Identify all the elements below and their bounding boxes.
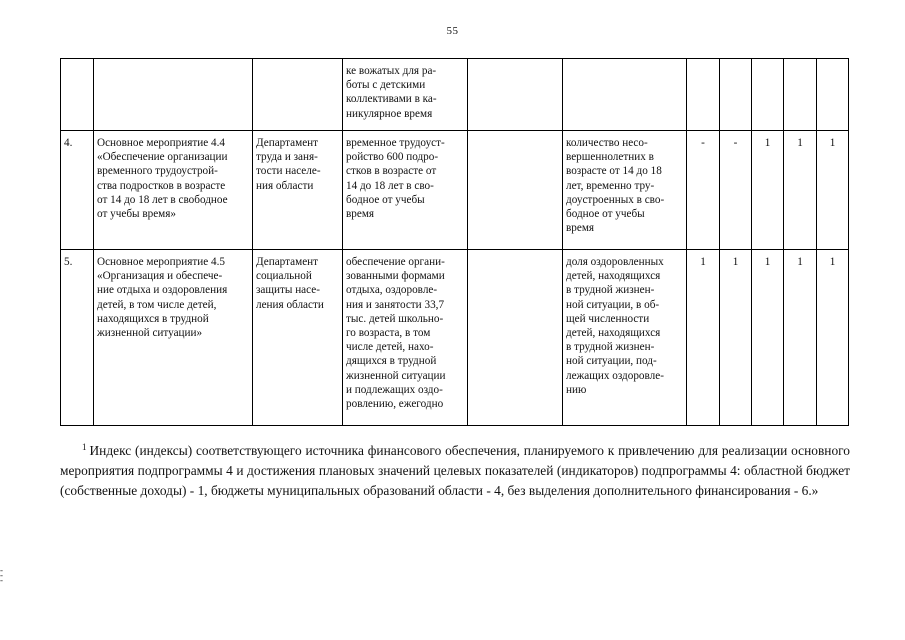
table-row-4-4 bbox=[61, 131, 849, 250]
value-cell bbox=[752, 59, 784, 131]
value-cell bbox=[720, 59, 752, 131]
scan-margin-mark: - - - bbox=[0, 565, 3, 585]
footnote-text: Индекс (индексы) соответствующего источника финансового обеспечения, планируемого к привлечению для реализации основного мероприятия подпрограммы 4 и достижения плановых значений целевых показателей (индикаторов) подпрограммы 4: областной бюджет (собственные доходы) - 1, бюджеты муниципальных образований области - 4, без выделения дополнительного финансирования - 6.» bbox=[60, 443, 850, 498]
value-cell: 1 bbox=[752, 131, 784, 250]
value-cell: 1 bbox=[784, 131, 817, 250]
value-cell: - bbox=[720, 131, 752, 250]
empty-cell bbox=[468, 131, 563, 250]
event-name: Основное мероприятие 4.4 «Обеспечение организации временного трудоустрой- ства подростков в возрасте от 14 до 18 лет в свободное от учебы время» bbox=[94, 131, 253, 250]
value-cell bbox=[687, 59, 720, 131]
table-row-continuation bbox=[61, 59, 849, 131]
value-cell: 1 bbox=[817, 131, 849, 250]
row-number: 5. bbox=[61, 250, 94, 426]
executor bbox=[253, 59, 343, 131]
row-number: 4. bbox=[61, 131, 94, 250]
event-content: ке вожатых для ра- боты с детскими коллективами в ка- никулярное время bbox=[343, 59, 468, 131]
value-cell bbox=[784, 59, 817, 131]
event-name bbox=[94, 59, 253, 131]
executor: Департамент социальной защиты насе- ления области bbox=[253, 250, 343, 426]
row-number bbox=[61, 59, 94, 131]
footnote-marker: 1 bbox=[82, 442, 87, 452]
table-row-4-5 bbox=[61, 250, 849, 426]
value-cell: 1 bbox=[784, 250, 817, 426]
value-cell: 1 bbox=[752, 250, 784, 426]
footnote bbox=[60, 441, 850, 501]
executor: Департамент труда и заня- тости населе- ния области bbox=[253, 131, 343, 250]
page-number: 55 bbox=[446, 25, 459, 37]
event-content: обеспечение органи- зованными формами отдыха, оздоровле- ния и занятости 33,7 тыс. детей школьно- го возраста, в том числе детей, нахо- дящихся в трудной жизненной ситуации и подлежащих оздо- ровлению, ежегодно bbox=[343, 250, 468, 426]
value-cell: 1 bbox=[720, 250, 752, 426]
indicator: доля оздоровленных детей, находящихся в трудной жизнен- ной ситуации, в об- щей численности детей, находящихся в трудной жизнен- ной ситуации, под- лежащих оздоровле- нию bbox=[563, 250, 687, 426]
indicator bbox=[563, 59, 687, 131]
value-cell: 1 bbox=[687, 250, 720, 426]
value-cell: - bbox=[687, 131, 720, 250]
value-cell: 1 bbox=[817, 250, 849, 426]
program-events-table bbox=[60, 58, 849, 426]
empty-cell bbox=[468, 250, 563, 426]
event-content: временное трудоуст- ройство 600 подро- стков в возрасте от 14 до 18 лет в сво- бодное от учебы время bbox=[343, 131, 468, 250]
indicator: количество несо- вершеннолетних в возрасте от 14 до 18 лет, временно тру- доустроенных в сво- бодное от учебы время bbox=[563, 131, 687, 250]
empty-cell bbox=[468, 59, 563, 131]
event-name: Основное мероприятие 4.5 «Организация и обеспече- ние отдыха и оздоровления детей, в том числе детей, находящихся в трудной жизненной ситуации» bbox=[94, 250, 253, 426]
value-cell bbox=[817, 59, 849, 131]
